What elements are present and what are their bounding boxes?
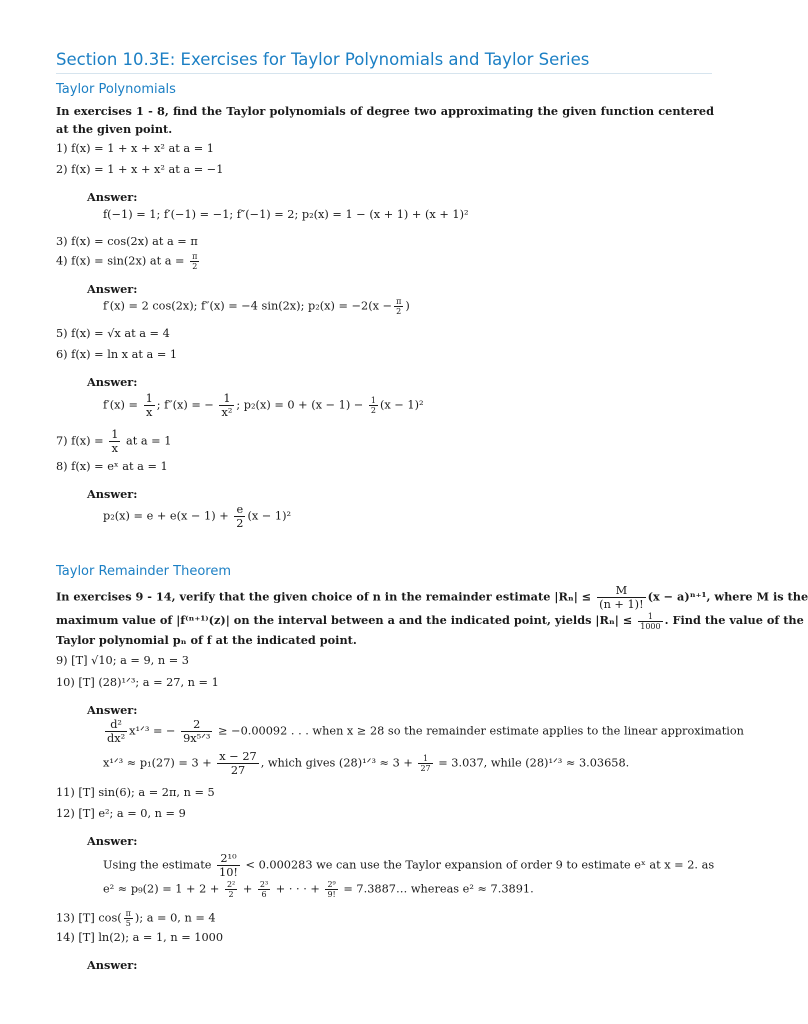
exercise-7-text: at a = 1	[125, 434, 172, 448]
answer-12-line-1	[103, 852, 714, 879]
answer-label-12: Answer:	[87, 834, 138, 848]
instruction-line	[56, 611, 804, 631]
fraction	[638, 612, 662, 631]
title-divider	[56, 73, 712, 74]
answer-4-close: )	[405, 299, 410, 313]
denominator: 9!	[327, 890, 336, 899]
numerator: e	[234, 503, 245, 517]
answer-12-text: e² ≈ p₉(2) = 1 + 2 +	[103, 882, 220, 896]
fraction	[109, 428, 120, 455]
answer-label-4: Answer:	[87, 282, 138, 296]
numerator: π	[192, 252, 198, 261]
exercise-8: 8) f(x) = eˣ at a = 1	[56, 460, 168, 473]
answer-6	[103, 392, 424, 419]
answer-8-text: (x − 1)²	[247, 509, 292, 523]
denominator: 10!	[219, 866, 238, 879]
answer-12-text: = 7.3887… whereas e² ≈ 7.3891.	[343, 882, 534, 896]
answer-6-text: ; p₂(x) = 0 + (x − 1) −	[236, 398, 364, 412]
exercise-3: 3) f(x) = cos(2x) at a = π	[56, 235, 198, 248]
exercise-14: 14) [T] ln(2); a = 1, n = 1000	[56, 931, 224, 944]
exercise-13-text: ); a = 0, n = 4	[134, 911, 216, 925]
fraction	[217, 750, 258, 777]
denominator: 2	[228, 890, 234, 899]
numerator: 1	[111, 428, 119, 441]
answer-2: f(−1) = 1; f′(−1) = −1; f″(−1) = 2; p₂(x) = 1 − (x + 1) + (x + 1)²	[103, 208, 469, 221]
denominator: 27	[420, 764, 431, 773]
denominator: 5	[125, 919, 131, 928]
answer-label-14: Answer:	[87, 958, 138, 972]
fraction	[369, 396, 378, 415]
answer-10-text: ≥ −0.00092 . . . when x ≥ 28 so the remainder estimate applies to the linear approximation	[218, 724, 744, 738]
instruction-text: Taylor polynomial pₙ of f at the indicated point.	[56, 632, 357, 647]
fraction	[217, 852, 240, 879]
fraction	[225, 880, 237, 899]
exercise-10: 10) [T] (28)¹ᐟ³; a = 27, n = 1	[56, 676, 219, 689]
numerator: 2¹⁰	[217, 852, 240, 866]
instruction-line	[56, 584, 808, 611]
answer-8-text: p₂(x) = e + e(x − 1) +	[103, 509, 229, 523]
fraction	[144, 392, 155, 419]
answer-12-text: < 0.000283 we can use the Taylor expansion of order 9 to estimate eˣ at x = 2. as	[245, 858, 715, 872]
fraction	[105, 718, 127, 745]
fraction	[234, 503, 245, 530]
fraction	[597, 584, 645, 611]
answer-10-text: x¹ᐟ³ ≈ p₁(27) = 3 +	[103, 756, 212, 770]
numerator: 2⁹	[325, 880, 337, 890]
fraction	[325, 880, 337, 899]
exercise-6: 6) f(x) = ln x at a = 1	[56, 348, 178, 361]
denominator: 2	[370, 406, 376, 415]
exercise-7-text: 7) f(x) =	[56, 434, 104, 448]
answer-4-text: f′(x) = 2 cos(2x); f″(x) = −4 sin(2x); p₂(x) = −2(x −	[103, 299, 393, 313]
denominator: (n + 1)!	[599, 598, 644, 611]
instruction-text: (x − a)ⁿ⁺¹, where M is the	[647, 589, 808, 604]
numerator: 2³	[259, 880, 269, 889]
answer-8	[103, 503, 291, 530]
answer-6-text: ; f″(x) = −	[156, 398, 214, 412]
plus-sign: +	[242, 882, 253, 896]
exercise-9: 9) [T] √10; a = 9, n = 3	[56, 654, 189, 667]
numerator: 2	[181, 718, 212, 732]
numerator: 1	[145, 392, 153, 405]
answer-12-text: Using the estimate	[103, 858, 212, 872]
instruction-text: . Find the value of the	[664, 613, 804, 627]
denominator: 2	[396, 307, 402, 316]
exercise-13-text: 13) [T] cos(	[56, 911, 122, 925]
answer-label-2: Answer:	[87, 190, 138, 204]
denominator: x	[111, 442, 118, 455]
section-heading-taylor-polynomials: Taylor Polynomials	[56, 82, 176, 97]
answer-label-10: Answer:	[87, 703, 138, 717]
exercise-5: 5) f(x) = √x at a = 4	[56, 327, 170, 340]
page-title: Section 10.3E: Exercises for Taylor Polynomials and Taylor Series	[56, 50, 590, 69]
exercise-4	[56, 252, 201, 271]
answer-label-6: Answer:	[87, 375, 138, 389]
denominator: 6	[261, 890, 267, 899]
answer-12-line-2	[103, 880, 534, 899]
denominator: 9x⁵ᐟ³	[183, 732, 211, 745]
exercise-13	[56, 909, 216, 928]
fraction	[190, 252, 199, 271]
numerator: x − 27	[219, 750, 257, 763]
instruction-text: In exercises 9 - 14, verify that the given choice of n in the remainder estimate |Rₙ| ≤	[56, 589, 592, 604]
answer-6-text: f′(x) =	[103, 398, 138, 412]
answer-label-8: Answer:	[87, 487, 138, 501]
numerator: 1	[370, 396, 376, 405]
fraction	[124, 909, 133, 928]
answer-10-text: x¹ᐟ³ = −	[129, 724, 176, 738]
fraction	[394, 297, 403, 316]
denominator: x²	[221, 406, 233, 419]
denominator: 1000	[640, 621, 661, 631]
exercise-2: 2) f(x) = 1 + x + x² at a = −1	[56, 163, 224, 176]
numerator: π	[125, 909, 131, 918]
exercise-4-text: 4) f(x) = sin(2x) at a =	[56, 254, 185, 268]
exercise-7	[56, 428, 171, 455]
exercise-12: 12) [T] e²; a = 0, n = 9	[56, 807, 186, 820]
fraction	[181, 718, 212, 745]
fraction	[258, 880, 270, 899]
numerator: 1	[638, 612, 662, 622]
fraction	[418, 754, 432, 773]
answer-10-line-2	[103, 750, 629, 777]
numerator: 2²	[226, 880, 236, 889]
exercise-11: 11) [T] sin(6); a = 2π, n = 5	[56, 786, 215, 799]
section-heading-remainder-theorem: Taylor Remainder Theorem	[56, 564, 231, 579]
denominator: 27	[230, 764, 246, 777]
numerator: 1	[219, 392, 234, 406]
numerator: π	[396, 297, 402, 306]
denominator: dx²	[107, 732, 126, 745]
denominator: x	[146, 406, 153, 419]
numerator: 1	[418, 754, 432, 764]
fraction	[219, 392, 234, 419]
instructions-9-14	[56, 584, 808, 650]
answer-12-text: + · · · +	[275, 882, 320, 896]
numerator: d²	[105, 718, 127, 732]
instruction-text: maximum value of |f⁽ⁿ⁺¹⁾(z)| on the interval between a and the indicated point, yields |Rₙ| ≤	[56, 613, 633, 627]
answer-6-text: (x − 1)²	[379, 398, 424, 412]
answer-10-text: , which gives (28)¹ᐟ³ ≈ 3 +	[260, 756, 413, 770]
denominator: 2	[192, 262, 198, 271]
answer-4	[103, 297, 410, 316]
denominator: 2	[236, 517, 244, 530]
numerator: M	[597, 584, 645, 598]
instructions-1-8: In exercises 1 - 8, find the Taylor polynomials of degree two approximating the given function centered at the given point.	[56, 104, 714, 136]
exercise-1: 1) f(x) = 1 + x + x² at a = 1	[56, 142, 214, 155]
answer-10-text: = 3.037, while (28)¹ᐟ³ ≈ 3.03658.	[438, 756, 630, 770]
answer-10-line-1	[103, 718, 744, 745]
